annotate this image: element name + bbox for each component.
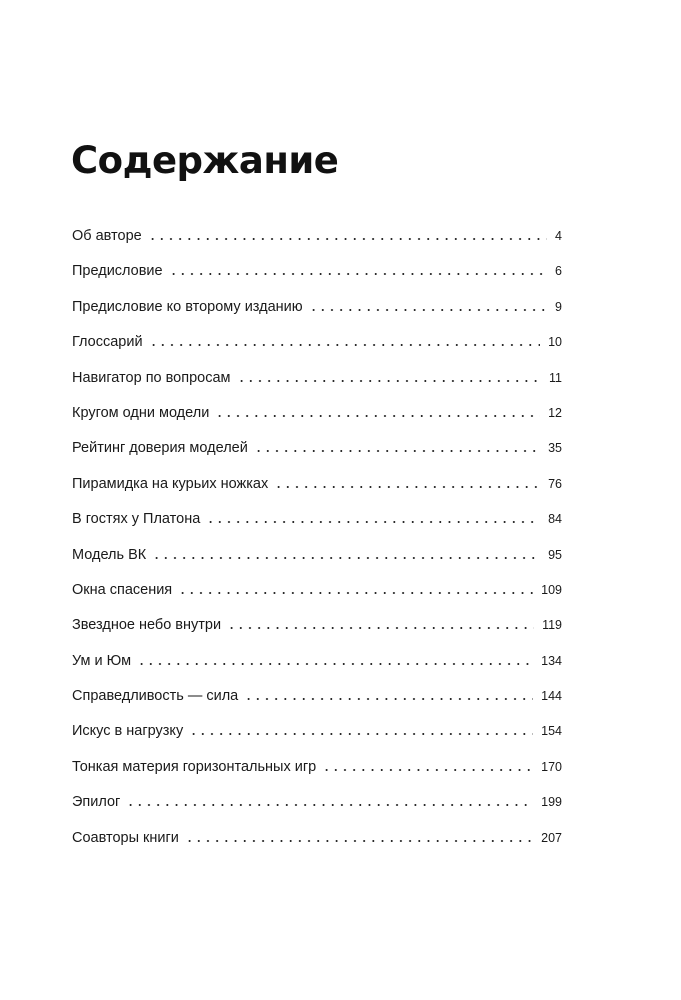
toc-page-number: 35 xyxy=(548,441,562,456)
dot-leader xyxy=(322,769,533,771)
toc-entry-title: Кругом одни модели xyxy=(72,404,210,421)
dot-leader xyxy=(178,592,533,594)
toc-page-number: 144 xyxy=(541,689,562,704)
dot-leader xyxy=(126,804,533,806)
dot-leader xyxy=(237,380,542,382)
toc-entry[interactable] xyxy=(72,543,562,578)
toc-entry-title: Модель ВК xyxy=(72,546,147,563)
toc-entry[interactable] xyxy=(72,401,562,436)
dot-leader xyxy=(137,663,533,665)
toc-page-number: 119 xyxy=(542,618,562,633)
toc-page-number: 84 xyxy=(548,512,562,527)
toc-entry[interactable] xyxy=(72,507,562,542)
toc-entry-title: Глоссарий xyxy=(72,334,143,351)
toc-entry-title: В гостях у Платона xyxy=(72,511,201,528)
toc-page-number: 170 xyxy=(541,759,562,774)
table-of-contents xyxy=(72,224,562,861)
toc-entry-title: Эпилог xyxy=(72,794,121,811)
toc-entry-title: Предисловие xyxy=(72,263,163,280)
toc-entry-title: Навигатор по вопросам xyxy=(72,369,231,386)
toc-entry[interactable] xyxy=(72,649,562,684)
toc-entry-title: Звездное небо внутри xyxy=(72,617,222,634)
dot-leader xyxy=(274,486,540,488)
toc-entry[interactable] xyxy=(72,790,562,825)
toc-entry[interactable] xyxy=(72,613,562,648)
toc-entry[interactable] xyxy=(72,719,562,754)
toc-entry[interactable] xyxy=(72,578,562,613)
dot-leader xyxy=(206,521,540,523)
toc-page-number: 207 xyxy=(541,830,562,845)
toc-entry-title: Пирамидка на курьих ножках xyxy=(72,475,269,492)
toc-entry-title: Соавторы книги xyxy=(72,829,179,846)
toc-page-number: 12 xyxy=(548,405,562,420)
toc-entry-title: Ум и Юм xyxy=(72,652,132,669)
toc-page-number: 76 xyxy=(548,476,562,491)
toc-entry[interactable] xyxy=(72,259,562,294)
dot-leader xyxy=(148,238,547,240)
toc-page-number: 9 xyxy=(555,299,562,314)
toc-page-number: 134 xyxy=(541,653,562,668)
toc-entry[interactable] xyxy=(72,330,562,365)
toc-page-number: 11 xyxy=(549,370,562,385)
toc-page-number: 95 xyxy=(548,547,562,562)
page-title: Содержание xyxy=(71,139,339,182)
toc-page-number: 199 xyxy=(541,795,562,810)
toc-entry[interactable] xyxy=(72,684,562,719)
dot-leader xyxy=(254,450,540,452)
dot-leader xyxy=(185,840,533,842)
toc-entry[interactable] xyxy=(72,755,562,790)
toc-entry-title: Окна спасения xyxy=(72,581,173,598)
toc-page-number: 4 xyxy=(555,229,562,243)
toc-entry[interactable] xyxy=(72,826,562,861)
toc-entry[interactable] xyxy=(72,224,562,259)
toc-entry-title: Искус в нагрузку xyxy=(72,723,184,740)
toc-page-number: 109 xyxy=(541,582,562,597)
toc-entry-title: Предисловие ко второму изданию xyxy=(72,298,303,315)
dot-leader xyxy=(169,273,547,275)
dot-leader xyxy=(152,557,540,559)
dot-leader xyxy=(189,733,533,735)
toc-entry[interactable] xyxy=(72,295,562,330)
dot-leader xyxy=(244,698,533,700)
toc-page-number: 10 xyxy=(548,335,562,350)
toc-entry-title: Об авторе xyxy=(72,228,142,244)
toc-page-number: 6 xyxy=(555,264,562,279)
dot-leader xyxy=(227,627,534,629)
toc-entry[interactable] xyxy=(72,436,562,471)
toc-entry[interactable] xyxy=(72,472,562,507)
dot-leader xyxy=(149,344,541,346)
toc-entry-title: Справедливость — сила xyxy=(72,688,239,705)
toc-entry-title: Рейтинг доверия моделей xyxy=(72,440,248,457)
toc-entry-title: Тонкая материя горизонтальных игр xyxy=(72,758,317,775)
toc-page-number: 154 xyxy=(541,724,562,739)
toc-entry[interactable] xyxy=(72,366,562,401)
dot-leader xyxy=(309,309,547,311)
dot-leader xyxy=(215,415,540,417)
